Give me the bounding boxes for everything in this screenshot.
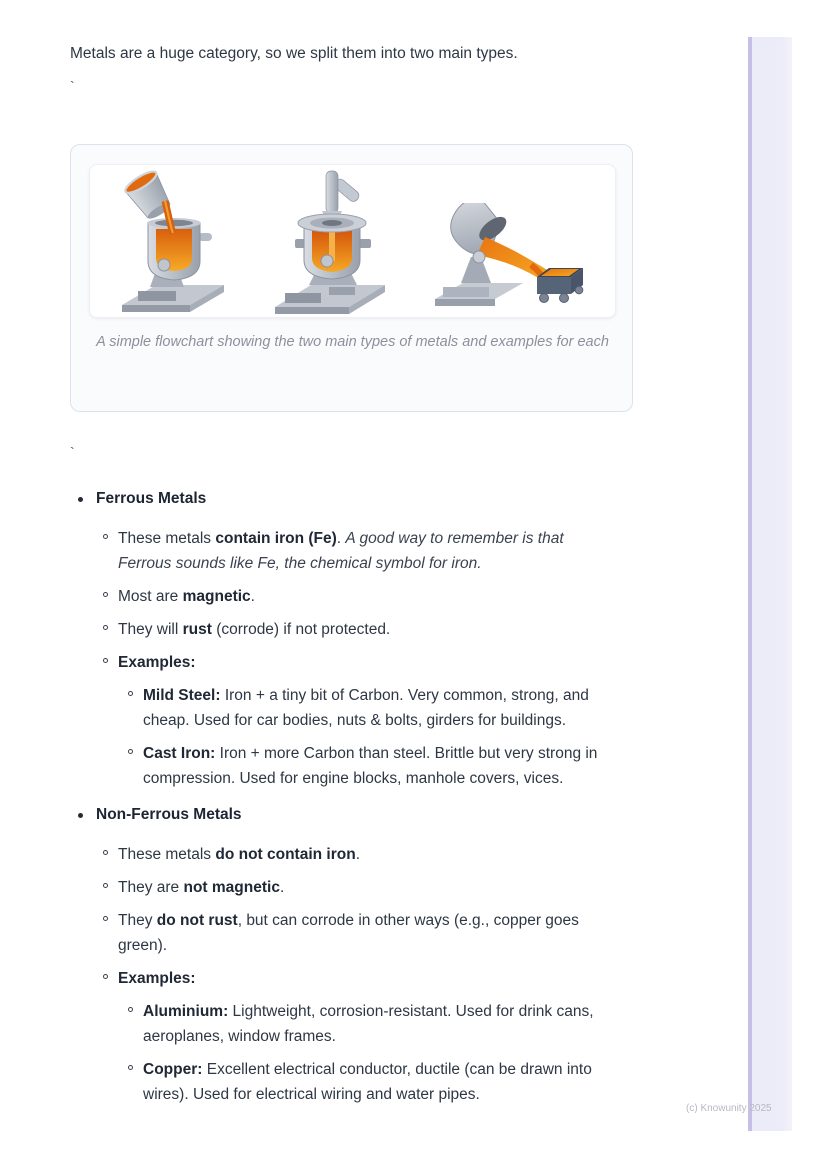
- stray-backtick-2: `: [70, 444, 75, 460]
- italic-text: A good way to remember is that Ferrous sounds like Fe, the chemical symbol for iron.: [118, 530, 564, 572]
- circle-bullet-icon: [103, 883, 108, 888]
- intro-paragraph: Metals are a huge category, so we split them into two main types.: [70, 45, 518, 62]
- text-run: .: [355, 846, 361, 863]
- text-run: (corrode) if not protected.: [211, 621, 391, 638]
- stray-backtick-1: `: [70, 78, 75, 94]
- list-item: [70, 966, 636, 991]
- list-item: [70, 650, 636, 675]
- list-item-text: [143, 1057, 621, 1107]
- text-run: .: [279, 879, 285, 896]
- list-item: [70, 741, 636, 791]
- list-item-text: [118, 908, 614, 958]
- figure-card: [70, 144, 633, 412]
- circle-bullet-icon: [103, 974, 108, 979]
- text-run: They: [118, 912, 157, 929]
- bullet-icon: [78, 497, 83, 502]
- list-item-text: [143, 683, 621, 733]
- bold-text: Aluminium:: [143, 1003, 229, 1020]
- bold-text: do not contain iron: [215, 846, 356, 863]
- text-run: Iron + a tiny bit of Carbon. Very common, strong, and cheap. Used for car bodies, nuts & bolts, girders for buildings.: [143, 687, 589, 729]
- metal-types-list: [70, 489, 636, 1115]
- list-item-text: [118, 842, 360, 867]
- list-item-text: [118, 617, 390, 642]
- bold-text: contain iron (Fe): [215, 530, 337, 547]
- bold-text: Mild Steel:: [143, 687, 221, 704]
- list-item-text: [143, 741, 621, 791]
- list-item-text: [118, 526, 614, 576]
- list-item-text: [118, 966, 196, 991]
- list-item: [70, 908, 636, 958]
- watermark: (c) Knowunity 2025: [686, 1103, 772, 1114]
- section-title: Ferrous Metals: [96, 490, 207, 507]
- text-run: These metals: [118, 530, 216, 547]
- section-non-ferrous: [70, 805, 636, 1107]
- circle-bullet-icon: [103, 592, 108, 597]
- list-item-text: [143, 999, 621, 1049]
- circle-bullet-icon: [128, 749, 133, 754]
- text-run: , but can corrode in other ways (e.g., copper goes green).: [118, 912, 579, 954]
- list-item: [70, 526, 636, 576]
- list-item-text: [118, 875, 284, 900]
- list-item: [70, 489, 636, 509]
- circle-bullet-icon: [103, 658, 108, 663]
- circle-bullet-icon: [103, 625, 108, 630]
- crucible-pouring-into-cart-illustration: [433, 203, 585, 315]
- list-item: [70, 999, 636, 1049]
- text-run: These metals: [118, 846, 216, 863]
- list-item-text: [118, 650, 196, 675]
- circle-bullet-icon: [103, 534, 108, 539]
- ladle-pouring-into-crucible-illustration: [120, 167, 232, 315]
- circle-bullet-icon: [103, 850, 108, 855]
- list-item-text: [118, 584, 255, 609]
- furnace-with-top-chute-illustration: [271, 165, 393, 315]
- bold-text: magnetic: [182, 588, 251, 605]
- list-item: [70, 875, 636, 900]
- scrollbar-thumb[interactable]: [748, 37, 792, 1131]
- bold-text: Examples:: [118, 970, 196, 987]
- list-item: [70, 805, 636, 825]
- section-ferrous: [70, 489, 636, 791]
- list-item: [70, 842, 636, 867]
- circle-bullet-icon: [128, 691, 133, 696]
- bullet-icon: [78, 813, 83, 818]
- bold-text: Cast Iron:: [143, 745, 216, 762]
- text-run: .: [250, 588, 255, 605]
- circle-bullet-icon: [128, 1065, 133, 1070]
- bold-text: Copper:: [143, 1061, 203, 1078]
- bold-text: Examples:: [118, 654, 196, 671]
- bold-text: not magnetic: [183, 879, 280, 896]
- text-run: They will: [118, 621, 183, 638]
- text-run: Iron + more Carbon than steel. Brittle but very strong in compression. Used for engine blocks, manhole covers, vices.: [143, 745, 598, 787]
- section-title: Non-Ferrous Metals: [96, 806, 242, 823]
- list-item: [70, 584, 636, 609]
- text-run: They are: [118, 879, 184, 896]
- list-item: [70, 683, 636, 733]
- text-run: Lightweight, corrosion-resistant. Used for drink cans, aeroplanes, window frames.: [143, 1003, 594, 1045]
- text-run: Most are: [118, 588, 183, 605]
- bold-text: rust: [182, 621, 212, 638]
- list-item: [70, 617, 636, 642]
- figure-caption: A simple flowchart showing the two main types of metals and examples for each: [96, 334, 609, 350]
- text-run: .: [336, 530, 346, 547]
- examples-sublist: [70, 683, 636, 791]
- circle-bullet-icon: [128, 1007, 133, 1012]
- circle-bullet-icon: [103, 916, 108, 921]
- examples-sublist: [70, 999, 636, 1107]
- figure-image: [89, 164, 616, 318]
- list-item: [70, 1057, 636, 1107]
- bold-text: do not rust: [156, 912, 238, 929]
- text-run: Excellent electrical conductor, ductile (can be drawn into wires). Used for electrical wiring and water pipes.: [143, 1061, 592, 1103]
